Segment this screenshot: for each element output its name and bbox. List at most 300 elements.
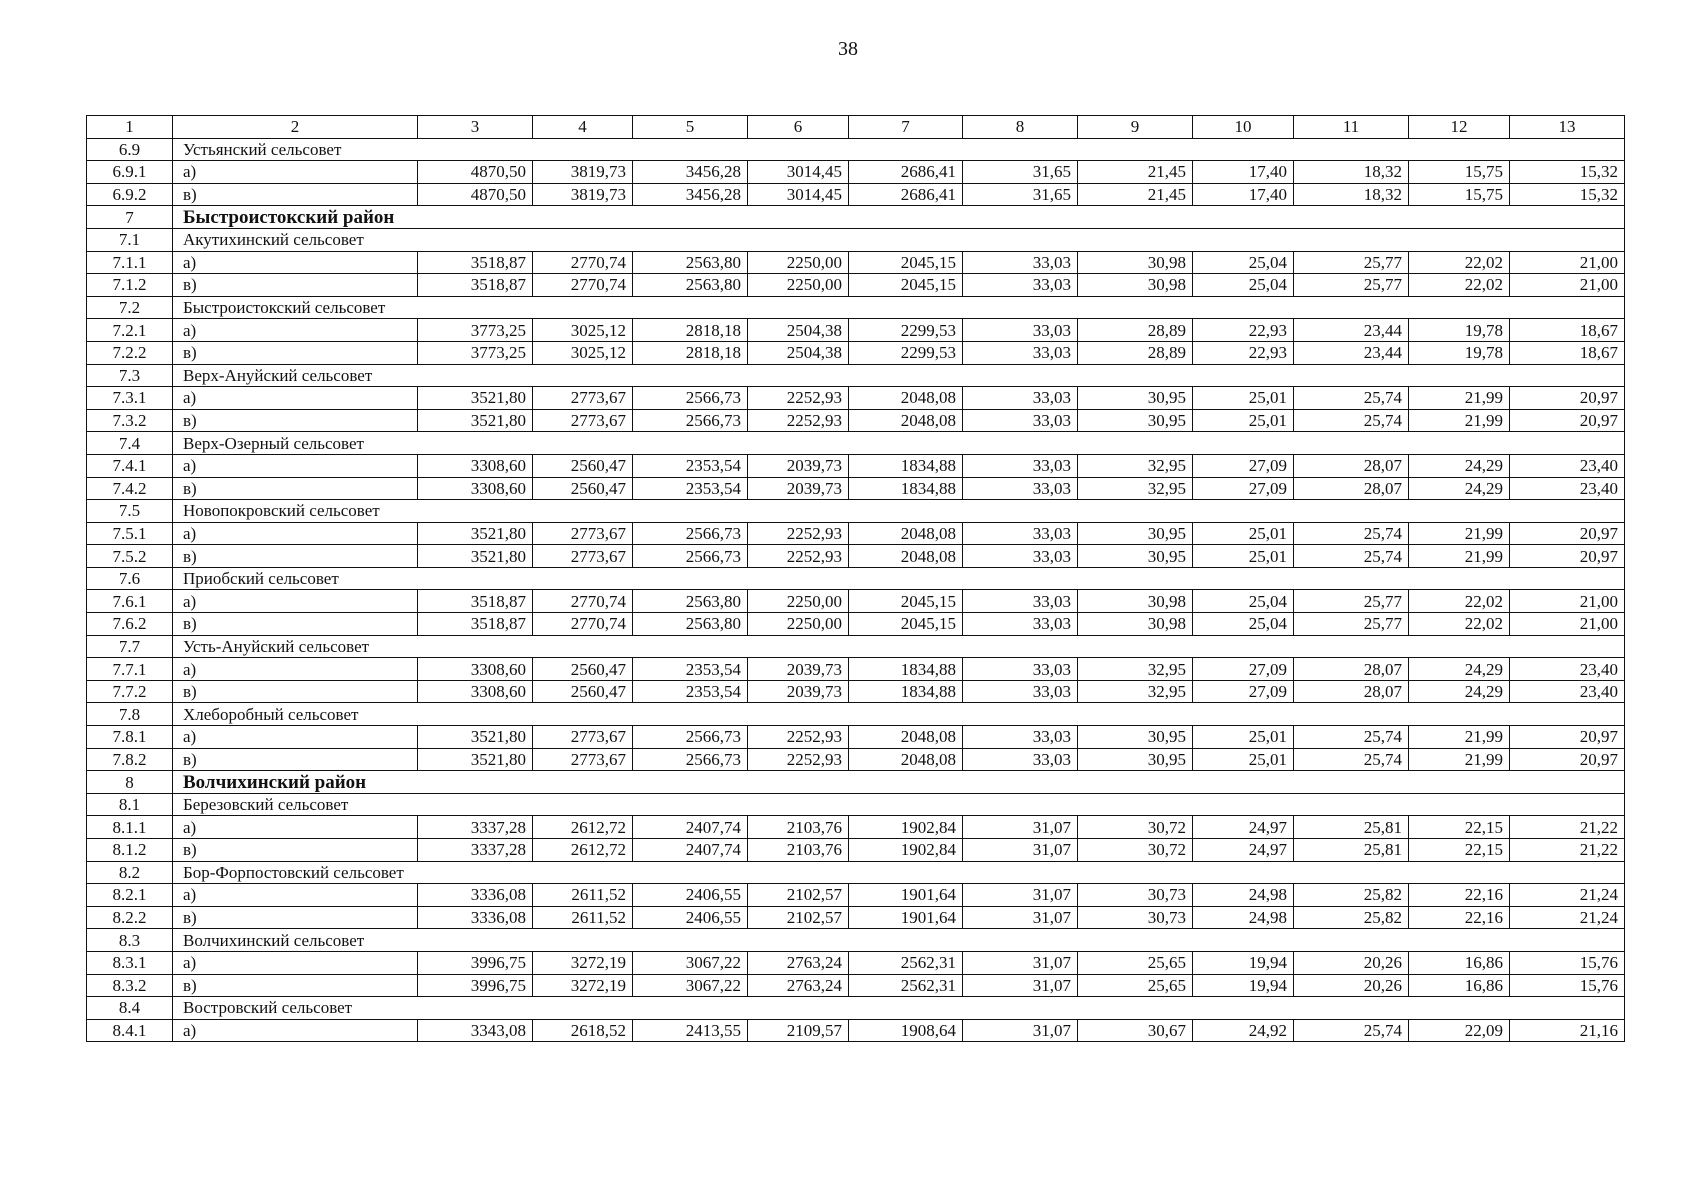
row-code: 7.6.2 [87, 613, 173, 636]
value-cell: 31,65 [963, 183, 1078, 206]
row-label: а) [173, 251, 418, 274]
header-cell: 5 [633, 116, 748, 139]
value-cell: 24,98 [1193, 906, 1294, 929]
value-cell: 18,32 [1294, 183, 1409, 206]
row-code: 8.2.1 [87, 884, 173, 907]
header-cell: 7 [849, 116, 963, 139]
row-label: а) [173, 319, 418, 342]
group-row [87, 861, 1625, 884]
value-cell: 33,03 [963, 341, 1078, 364]
value-cell: 20,97 [1510, 409, 1625, 432]
value-cell: 25,74 [1294, 748, 1409, 771]
value-cell: 3521,80 [418, 748, 533, 771]
value-cell: 2252,93 [748, 748, 849, 771]
value-cell: 3518,87 [418, 274, 533, 297]
value-cell: 33,03 [963, 658, 1078, 681]
table-row [87, 409, 1625, 432]
value-cell: 33,03 [963, 748, 1078, 771]
value-cell: 25,74 [1294, 726, 1409, 749]
value-cell: 31,07 [963, 839, 1078, 862]
row-code: 7.5.1 [87, 522, 173, 545]
value-cell: 18,67 [1510, 341, 1625, 364]
value-cell: 2763,24 [748, 951, 849, 974]
row-label: в) [173, 974, 418, 997]
value-cell: 3272,19 [533, 951, 633, 974]
header-cell: 3 [418, 116, 533, 139]
value-cell: 25,01 [1193, 409, 1294, 432]
row-code: 8.2 [87, 861, 173, 884]
row-code: 7.1.1 [87, 251, 173, 274]
value-cell: 32,95 [1078, 454, 1193, 477]
value-cell: 25,65 [1078, 974, 1193, 997]
value-cell: 22,09 [1409, 1019, 1510, 1042]
value-cell: 2048,08 [849, 545, 963, 568]
value-cell: 2686,41 [849, 161, 963, 184]
row-label: а) [173, 522, 418, 545]
value-cell: 3014,45 [748, 161, 849, 184]
value-cell: 22,02 [1409, 274, 1510, 297]
header-cell: 10 [1193, 116, 1294, 139]
row-code: 7.7.2 [87, 680, 173, 703]
row-code: 8.3.1 [87, 951, 173, 974]
value-cell: 20,97 [1510, 748, 1625, 771]
value-cell: 28,07 [1294, 477, 1409, 500]
value-cell: 27,09 [1193, 454, 1294, 477]
value-cell: 3308,60 [418, 680, 533, 703]
value-cell: 21,99 [1409, 522, 1510, 545]
value-cell: 2560,47 [533, 477, 633, 500]
header-cell: 4 [533, 116, 633, 139]
value-cell: 3521,80 [418, 409, 533, 432]
table-row [87, 884, 1625, 907]
value-cell: 32,95 [1078, 680, 1193, 703]
group-row [87, 635, 1625, 658]
row-code: 7.3.2 [87, 409, 173, 432]
table-row [87, 477, 1625, 500]
table-row [87, 251, 1625, 274]
row-code: 7.1 [87, 228, 173, 251]
row-code: 8.2.2 [87, 906, 173, 929]
group-row [87, 432, 1625, 455]
value-cell: 25,01 [1193, 748, 1294, 771]
value-cell: 23,44 [1294, 319, 1409, 342]
row-code: 8.1.2 [87, 839, 173, 862]
header-cell: 8 [963, 116, 1078, 139]
group-row [87, 138, 1625, 161]
row-label: а) [173, 1019, 418, 1042]
value-cell: 3996,75 [418, 974, 533, 997]
value-cell: 2562,31 [849, 951, 963, 974]
row-label: а) [173, 454, 418, 477]
value-cell: 2353,54 [633, 658, 748, 681]
header-cell: 9 [1078, 116, 1193, 139]
value-cell: 33,03 [963, 274, 1078, 297]
value-cell: 2252,93 [748, 409, 849, 432]
value-cell: 25,81 [1294, 839, 1409, 862]
value-cell: 25,65 [1078, 951, 1193, 974]
value-cell: 21,00 [1510, 590, 1625, 613]
value-cell: 2566,73 [633, 545, 748, 568]
table-row [87, 658, 1625, 681]
row-code: 7.5 [87, 500, 173, 523]
district-name: Волчихинский район [173, 771, 1625, 794]
value-cell: 25,74 [1294, 387, 1409, 410]
value-cell: 25,82 [1294, 884, 1409, 907]
value-cell: 21,24 [1510, 906, 1625, 929]
row-code: 7.5.2 [87, 545, 173, 568]
row-code: 7.6 [87, 567, 173, 590]
value-cell: 33,03 [963, 545, 1078, 568]
value-cell: 24,97 [1193, 839, 1294, 862]
value-cell: 30,98 [1078, 274, 1193, 297]
value-cell: 30,73 [1078, 884, 1193, 907]
value-cell: 3819,73 [533, 183, 633, 206]
value-cell: 1901,64 [849, 906, 963, 929]
page-number: 38 [838, 38, 858, 60]
value-cell: 18,32 [1294, 161, 1409, 184]
value-cell: 18,67 [1510, 319, 1625, 342]
value-cell: 17,40 [1193, 161, 1294, 184]
value-cell: 2250,00 [748, 274, 849, 297]
value-cell: 30,95 [1078, 387, 1193, 410]
table-row [87, 274, 1625, 297]
value-cell: 2770,74 [533, 251, 633, 274]
value-cell: 28,89 [1078, 319, 1193, 342]
value-cell: 21,22 [1510, 816, 1625, 839]
value-cell: 21,45 [1078, 161, 1193, 184]
value-cell: 25,77 [1294, 590, 1409, 613]
value-cell: 21,99 [1409, 387, 1510, 410]
value-cell: 25,77 [1294, 251, 1409, 274]
value-cell: 2563,80 [633, 590, 748, 613]
value-cell: 21,24 [1510, 884, 1625, 907]
value-cell: 33,03 [963, 409, 1078, 432]
value-cell: 2353,54 [633, 680, 748, 703]
table-row [87, 387, 1625, 410]
row-code: 7.2 [87, 296, 173, 319]
value-cell: 2563,80 [633, 251, 748, 274]
value-cell: 2250,00 [748, 590, 849, 613]
value-cell: 2353,54 [633, 454, 748, 477]
value-cell: 2039,73 [748, 658, 849, 681]
value-cell: 20,26 [1294, 951, 1409, 974]
table-row [87, 1019, 1625, 1042]
value-cell: 2048,08 [849, 726, 963, 749]
row-label: в) [173, 341, 418, 364]
value-cell: 2250,00 [748, 251, 849, 274]
value-cell: 25,04 [1193, 613, 1294, 636]
value-cell: 30,72 [1078, 816, 1193, 839]
value-cell: 22,15 [1409, 839, 1510, 862]
value-cell: 2504,38 [748, 341, 849, 364]
value-cell: 2252,93 [748, 387, 849, 410]
value-cell: 30,67 [1078, 1019, 1193, 1042]
row-code: 7.8.1 [87, 726, 173, 749]
value-cell: 23,40 [1510, 680, 1625, 703]
value-cell: 31,07 [963, 906, 1078, 929]
value-cell: 2102,57 [748, 884, 849, 907]
value-cell: 3773,25 [418, 319, 533, 342]
value-cell: 3067,22 [633, 974, 748, 997]
table-row [87, 839, 1625, 862]
value-cell: 3996,75 [418, 951, 533, 974]
value-cell: 3337,28 [418, 839, 533, 862]
group-name: Устьянский сельсовет [173, 138, 1625, 161]
value-cell: 3518,87 [418, 251, 533, 274]
value-cell: 3336,08 [418, 906, 533, 929]
row-code: 7.6.1 [87, 590, 173, 613]
value-cell: 19,94 [1193, 951, 1294, 974]
header-cell: 6 [748, 116, 849, 139]
value-cell: 21,99 [1409, 726, 1510, 749]
row-label: а) [173, 161, 418, 184]
table-row [87, 545, 1625, 568]
value-cell: 20,97 [1510, 522, 1625, 545]
value-cell: 2773,67 [533, 387, 633, 410]
value-cell: 2103,76 [748, 839, 849, 862]
row-code: 7.2.1 [87, 319, 173, 342]
value-cell: 31,65 [963, 161, 1078, 184]
value-cell: 19,78 [1409, 341, 1510, 364]
value-cell: 22,02 [1409, 251, 1510, 274]
row-label: в) [173, 545, 418, 568]
value-cell: 2611,52 [533, 884, 633, 907]
header-cell: 2 [173, 116, 418, 139]
value-cell: 30,73 [1078, 906, 1193, 929]
value-cell: 17,40 [1193, 183, 1294, 206]
value-cell: 31,07 [963, 951, 1078, 974]
value-cell: 2407,74 [633, 839, 748, 862]
group-name: Бор-Форпостовский сельсовет [173, 861, 1625, 884]
value-cell: 2102,57 [748, 906, 849, 929]
value-cell: 3456,28 [633, 183, 748, 206]
value-cell: 2773,67 [533, 522, 633, 545]
value-cell: 1902,84 [849, 839, 963, 862]
value-cell: 25,01 [1193, 726, 1294, 749]
row-code: 7.4.2 [87, 477, 173, 500]
value-cell: 3456,28 [633, 161, 748, 184]
group-row [87, 228, 1625, 251]
table-row [87, 974, 1625, 997]
value-cell: 4870,50 [418, 183, 533, 206]
row-label: в) [173, 680, 418, 703]
value-cell: 3014,45 [748, 183, 849, 206]
value-cell: 25,04 [1193, 274, 1294, 297]
row-code: 7.8 [87, 703, 173, 726]
value-cell: 2770,74 [533, 613, 633, 636]
value-cell: 2045,15 [849, 251, 963, 274]
value-cell: 2406,55 [633, 884, 748, 907]
row-code: 8.3 [87, 929, 173, 952]
value-cell: 3025,12 [533, 341, 633, 364]
value-cell: 3819,73 [533, 161, 633, 184]
value-cell: 30,95 [1078, 522, 1193, 545]
row-label: в) [173, 748, 418, 771]
value-cell: 22,93 [1193, 319, 1294, 342]
value-cell: 25,77 [1294, 613, 1409, 636]
value-cell: 25,04 [1193, 590, 1294, 613]
value-cell: 21,99 [1409, 748, 1510, 771]
value-cell: 30,98 [1078, 251, 1193, 274]
district-name: Быстроистокский район [173, 206, 1625, 229]
table-row [87, 341, 1625, 364]
value-cell: 30,95 [1078, 545, 1193, 568]
value-cell: 23,40 [1510, 477, 1625, 500]
value-cell: 30,95 [1078, 726, 1193, 749]
value-cell: 1834,88 [849, 454, 963, 477]
value-cell: 2770,74 [533, 274, 633, 297]
row-label: а) [173, 658, 418, 681]
header-cell: 13 [1510, 116, 1625, 139]
value-cell: 2048,08 [849, 409, 963, 432]
header-cell: 12 [1409, 116, 1510, 139]
value-cell: 2252,93 [748, 545, 849, 568]
row-code: 8.4 [87, 997, 173, 1020]
value-cell: 3518,87 [418, 613, 533, 636]
value-cell: 2818,18 [633, 341, 748, 364]
row-code: 7.2.2 [87, 341, 173, 364]
value-cell: 3337,28 [418, 816, 533, 839]
value-cell: 2563,80 [633, 274, 748, 297]
value-cell: 23,40 [1510, 658, 1625, 681]
value-cell: 3521,80 [418, 387, 533, 410]
group-name: Приобский сельсовет [173, 567, 1625, 590]
value-cell: 2566,73 [633, 522, 748, 545]
group-row [87, 929, 1625, 952]
table-row [87, 906, 1625, 929]
value-cell: 25,74 [1294, 545, 1409, 568]
row-code: 6.9 [87, 138, 173, 161]
table-row [87, 951, 1625, 974]
table-row [87, 816, 1625, 839]
value-cell: 2039,73 [748, 477, 849, 500]
value-cell: 2611,52 [533, 906, 633, 929]
value-cell: 15,75 [1409, 161, 1510, 184]
value-cell: 21,00 [1510, 251, 1625, 274]
row-code: 6.9.2 [87, 183, 173, 206]
table-row [87, 183, 1625, 206]
value-cell: 33,03 [963, 590, 1078, 613]
value-cell: 3272,19 [533, 974, 633, 997]
district-row [87, 771, 1625, 794]
group-name: Волчихинский сельсовет [173, 929, 1625, 952]
value-cell: 2406,55 [633, 906, 748, 929]
group-name: Акутихинский сельсовет [173, 228, 1625, 251]
value-cell: 1834,88 [849, 477, 963, 500]
value-cell: 2773,67 [533, 748, 633, 771]
row-code: 8.1.1 [87, 816, 173, 839]
value-cell: 1834,88 [849, 680, 963, 703]
value-cell: 33,03 [963, 680, 1078, 703]
value-cell: 20,97 [1510, 545, 1625, 568]
group-row [87, 500, 1625, 523]
value-cell: 33,03 [963, 613, 1078, 636]
value-cell: 2560,47 [533, 680, 633, 703]
header-cell: 11 [1294, 116, 1409, 139]
row-label: в) [173, 906, 418, 929]
value-cell: 2566,73 [633, 748, 748, 771]
group-row [87, 364, 1625, 387]
value-cell: 3308,60 [418, 454, 533, 477]
value-cell: 31,07 [963, 816, 1078, 839]
value-cell: 2563,80 [633, 613, 748, 636]
value-cell: 2299,53 [849, 341, 963, 364]
row-code: 7 [87, 206, 173, 229]
row-label: а) [173, 816, 418, 839]
table-row [87, 748, 1625, 771]
value-cell: 21,22 [1510, 839, 1625, 862]
value-cell: 3521,80 [418, 522, 533, 545]
value-cell: 25,77 [1294, 274, 1409, 297]
value-cell: 2039,73 [748, 454, 849, 477]
value-cell: 2773,67 [533, 409, 633, 432]
value-cell: 24,92 [1193, 1019, 1294, 1042]
value-cell: 2566,73 [633, 387, 748, 410]
value-cell: 20,26 [1294, 974, 1409, 997]
value-cell: 21,16 [1510, 1019, 1625, 1042]
value-cell: 2560,47 [533, 454, 633, 477]
value-cell: 2686,41 [849, 183, 963, 206]
value-cell: 2763,24 [748, 974, 849, 997]
row-label: в) [173, 839, 418, 862]
value-cell: 20,97 [1510, 726, 1625, 749]
row-code: 7.4 [87, 432, 173, 455]
value-cell: 30,98 [1078, 613, 1193, 636]
value-cell: 1908,64 [849, 1019, 963, 1042]
group-name: Хлеборобный сельсовет [173, 703, 1625, 726]
value-cell: 2818,18 [633, 319, 748, 342]
group-row [87, 793, 1625, 816]
table-row [87, 161, 1625, 184]
value-cell: 15,76 [1510, 974, 1625, 997]
value-cell: 2612,72 [533, 816, 633, 839]
value-cell: 2618,52 [533, 1019, 633, 1042]
value-cell: 22,16 [1409, 884, 1510, 907]
group-name: Новопокровский сельсовет [173, 500, 1625, 523]
row-label: в) [173, 477, 418, 500]
header-cell: 1 [87, 116, 173, 139]
value-cell: 2299,53 [849, 319, 963, 342]
group-name: Востровский сельсовет [173, 997, 1625, 1020]
row-label: в) [173, 613, 418, 636]
value-cell: 33,03 [963, 319, 1078, 342]
value-cell: 4870,50 [418, 161, 533, 184]
value-cell: 2103,76 [748, 816, 849, 839]
value-cell: 2252,93 [748, 726, 849, 749]
value-cell: 2048,08 [849, 748, 963, 771]
value-cell: 3343,08 [418, 1019, 533, 1042]
value-cell: 2045,15 [849, 590, 963, 613]
value-cell: 3336,08 [418, 884, 533, 907]
value-cell: 33,03 [963, 726, 1078, 749]
table-row [87, 319, 1625, 342]
value-cell: 25,81 [1294, 816, 1409, 839]
row-code: 7.3.1 [87, 387, 173, 410]
value-cell: 3521,80 [418, 545, 533, 568]
row-code: 7.3 [87, 364, 173, 387]
value-cell: 32,95 [1078, 477, 1193, 500]
value-cell: 27,09 [1193, 658, 1294, 681]
value-cell: 21,00 [1510, 613, 1625, 636]
row-code: 6.9.1 [87, 161, 173, 184]
district-row [87, 206, 1625, 229]
row-code: 8 [87, 771, 173, 794]
value-cell: 28,07 [1294, 680, 1409, 703]
value-cell: 22,15 [1409, 816, 1510, 839]
value-cell: 25,82 [1294, 906, 1409, 929]
value-cell: 2407,74 [633, 816, 748, 839]
group-name: Верх-Озерный сельсовет [173, 432, 1625, 455]
